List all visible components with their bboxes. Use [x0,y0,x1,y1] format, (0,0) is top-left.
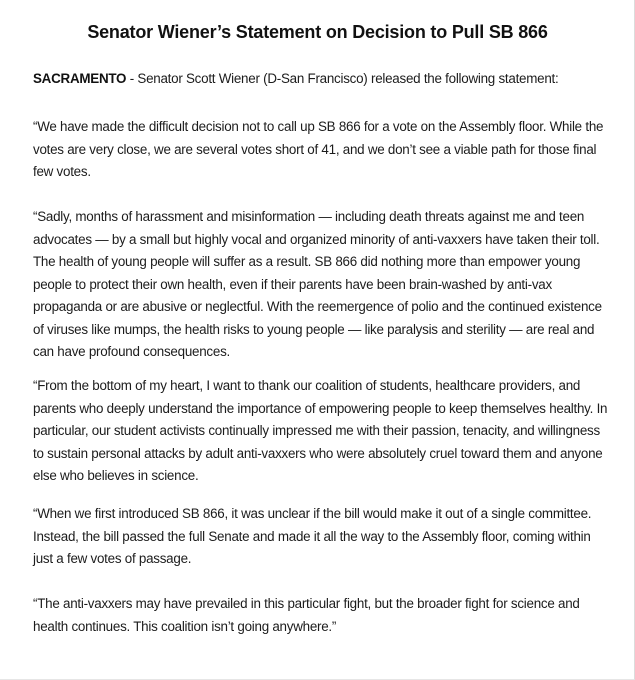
statement-paragraph-4: “When we first introduced SB 866, it was unclear if the bill would make it out of a single committee. Instead, the bill passed the full Senate and made it all the way to the Assembly floor, coming within just a few votes of passage. [33,506,592,566]
statement-paragraph-2: “Sadly, months of harassment and misinformation — including death threats against me and teen advocates — by a small but highly vocal and organized minority of anti-vaxxers have taken their toll. The health of young people will suffer as a result. SB 866 did nothing more than empower young people to protect their own health, even if their parents have been brain-washed by anti-vax propaganda or are abusive or neglectful. With the reemergence of polio and the continued existence of viruses like mumps, the health risks to young people — like paralysis and sterility — are real and can have profound consequences. [33,209,602,359]
statement-paragraph-5: “The anti-vaxxers may have prevailed in this particular fight, but the broader fight for science and health continues. This coalition isn’t going anywhere.” [33,596,580,634]
document-title: Senator Wiener’s Statement on Decision to Pull SB 866 [87,22,548,42]
statement-paragraph-3: “From the bottom of my heart, I want to thank our coalition of students, healthcare providers, and parents who deeply understand the importance of empowering people to keep themselves healthy. In particular, our student activists continually impressed me with their passion, tenacity, and willingness to sustain personal attacks by adult anti-vaxxers who were absolutely cruel toward them and anyone else who believes in science. [33,378,608,483]
dateline: SACRAMENTO [33,71,127,86]
intro-text: - Senator Scott Wiener (D-San Francisco) released the following statement: [126,71,559,86]
statement-paragraph-1: “We have made the difficult decision not to call up SB 866 for a vote on the Assembly floor. While the votes are very close, we are several votes short of 41, and we don’t see a viable path for those final few votes. [33,119,604,179]
intro-paragraph [33,68,613,91]
